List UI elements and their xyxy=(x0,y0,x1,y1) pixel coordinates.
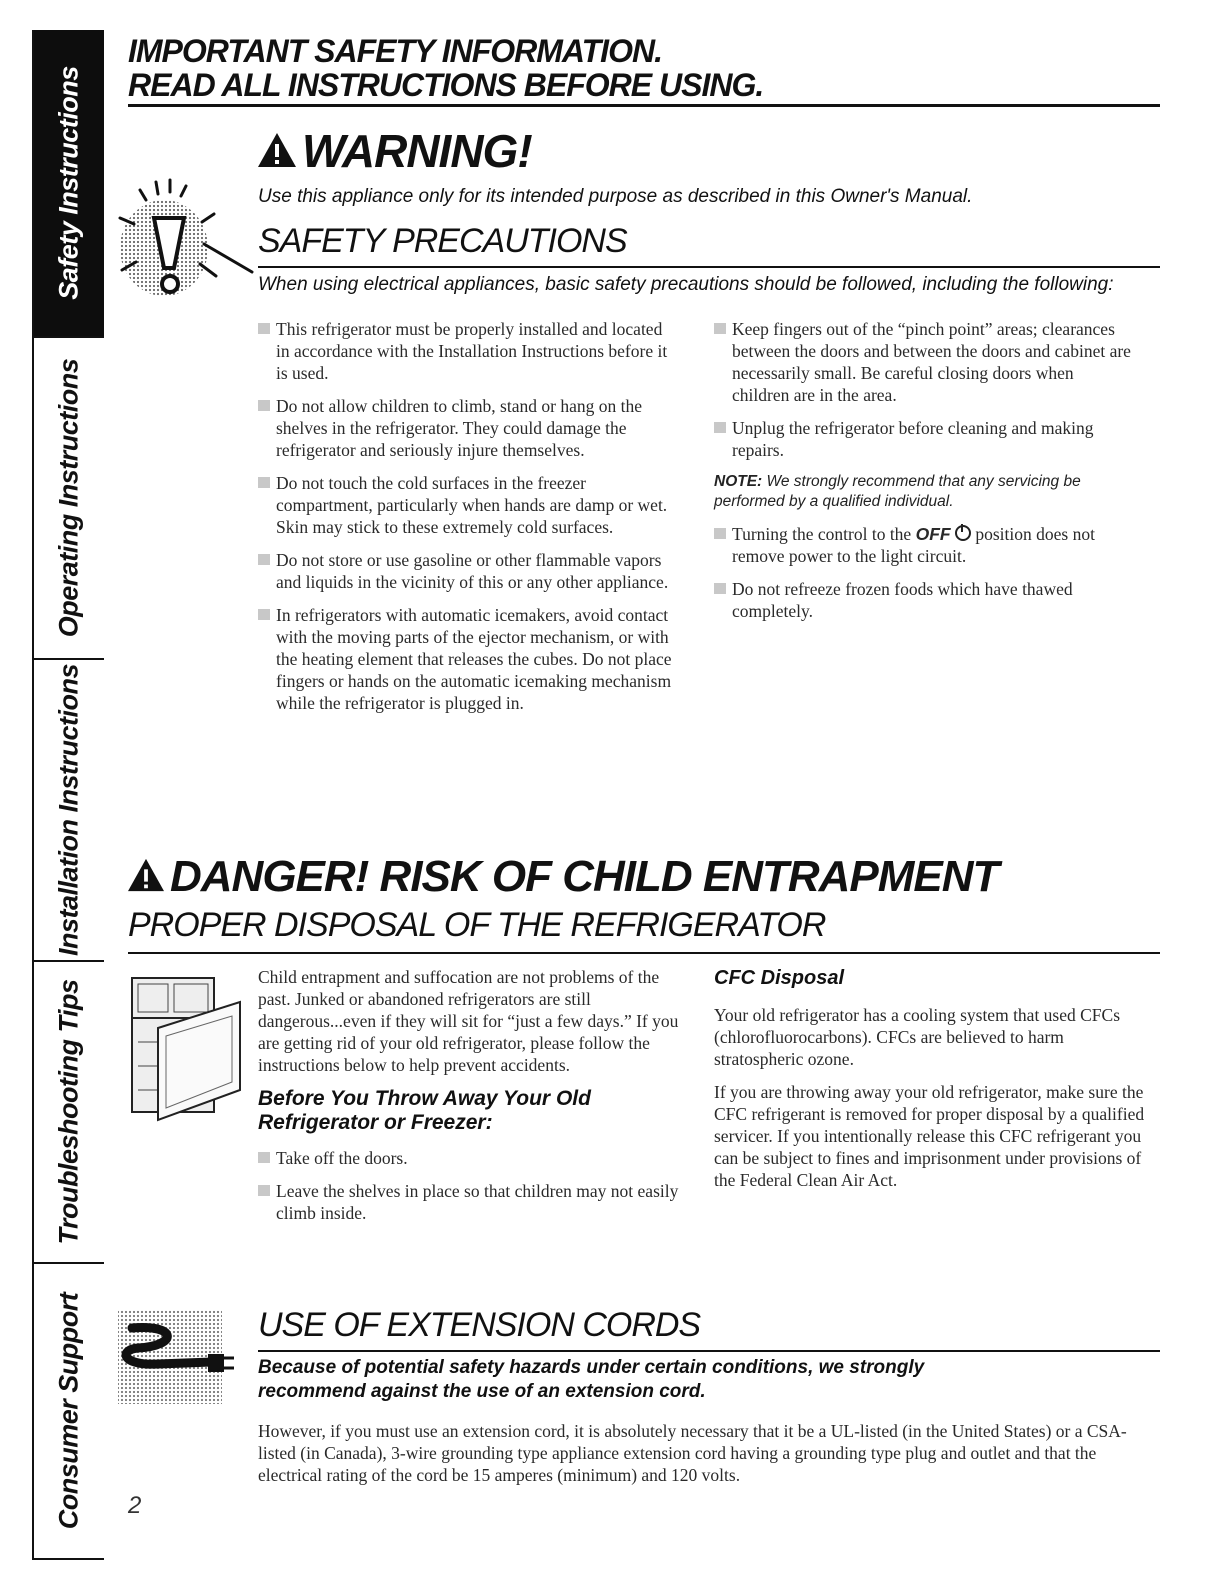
note-label: NOTE: xyxy=(714,473,763,490)
tab-installation-instructions[interactable] xyxy=(34,660,104,962)
header-rule xyxy=(128,104,1160,107)
warning-triangle-icon xyxy=(256,131,298,169)
tab-troubleshooting-tips[interactable] xyxy=(34,962,104,1264)
header-line-2: READ ALL INSTRUCTIONS BEFORE USING. xyxy=(128,67,764,103)
precautions-left-column xyxy=(258,318,678,725)
list-item xyxy=(714,578,1134,622)
list-item xyxy=(714,417,1134,461)
exclamation-alert-icon xyxy=(104,160,254,300)
tab-label: Consumer Support xyxy=(53,1292,84,1530)
precautions-right-column xyxy=(714,318,1134,633)
cfc-paragraph-2: If you are throwing away your old refrigerator, make sure the CFC refrigerant is removed for proper disposal by a qualified servicer. If you intentionally release this CFC refrigerant you can be subject to fines and imprisonment under provisions of the Federal Clean Air Act. xyxy=(714,1082,1145,1190)
off-control-text-post: position does not remove power to the light circuit. xyxy=(732,524,1095,566)
disposal-rule xyxy=(128,952,1160,954)
list-item-text: Leave the shelves in place so that children may not easily climb inside. xyxy=(276,1181,679,1223)
warning-intro: Use this appliance only for its intended purpose as described in this Owner's Manual. xyxy=(258,186,973,207)
danger-title: DANGER! RISK OF CHILD ENTRAPMENT xyxy=(170,852,999,901)
warning-heading xyxy=(256,124,532,178)
list-item xyxy=(714,523,1134,567)
cfc-heading: CFC Disposal xyxy=(714,967,845,989)
precautions-lead: When using electrical appliances, basic safety precautions should be followed, including the following: xyxy=(258,274,1114,295)
list-item-text: In refrigerators with automatic icemakers, avoid contact with the moving parts of the ejector mechanism, or with the heating element that releases the cubes. Do not place fingers or hands on the automatic icemaking mechanism while the refrigerator is plugged in. xyxy=(276,605,672,713)
list-item xyxy=(258,395,678,461)
list-item xyxy=(258,604,678,714)
before-throw-away-heading: Before You Throw Away Your Old Refrigerator or Freezer: xyxy=(258,1087,591,1134)
warning-title: WARNING! xyxy=(302,125,532,177)
power-icon xyxy=(955,525,971,541)
note-text: We strongly recommend that any servicing be performed by a qualified individual. xyxy=(714,473,1081,510)
extension-cord-icon xyxy=(108,1302,248,1412)
list-item-text: Do not refreeze frozen foods which have thawed completely. xyxy=(732,579,1073,621)
list-item xyxy=(258,318,678,384)
tab-label: Installation Instructions xyxy=(53,663,84,957)
list-item-text: Unplug the refrigerator before cleaning and making repairs. xyxy=(732,418,1094,460)
refrigerator-doors-off-illustration xyxy=(128,972,248,1122)
list-item xyxy=(258,1147,688,1169)
extension-cords-lead: Because of potential safety hazards under certain conditions, we strongly recommend against the use of an extension cord. xyxy=(258,1357,925,1402)
tab-label: Safety Instructions xyxy=(53,66,84,300)
disposal-subtitle: PROPER DISPOSAL OF THE REFRIGERATOR xyxy=(128,906,826,944)
tab-safety-instructions[interactable] xyxy=(34,30,104,338)
danger-triangle-icon xyxy=(126,857,166,893)
cfc-paragraph-1: Your old refrigerator has a cooling system that used CFCs (chlorofluorocarbons). CFCs are believed to harm stratospheric ozone. xyxy=(714,1005,1121,1069)
tab-operating-instructions[interactable] xyxy=(34,338,104,660)
header-line-1: IMPORTANT SAFETY INFORMATION. xyxy=(128,33,662,69)
tab-consumer-support[interactable] xyxy=(34,1264,104,1558)
tab-label: Operating Instructions xyxy=(53,358,84,638)
list-item xyxy=(258,472,678,538)
tab-label: Troubleshooting Tips xyxy=(53,979,84,1245)
danger-heading xyxy=(126,852,998,902)
list-item xyxy=(258,1180,688,1224)
extension-cords-body: However, if you must use an extension cord, it is absolutely necessary that it be a UL-listed (in the United States) or a CSA-listed (in Canada), 3-wire grounding type appliance extension cord having a grounding type plug and outlet and that the electrical rating of the cord be 15 amperes (minimum) and 120 volts. xyxy=(258,1421,1127,1485)
section-tabs xyxy=(32,30,104,1560)
off-label: OFF xyxy=(915,524,951,544)
servicing-note xyxy=(714,472,1134,512)
page-number: 2 xyxy=(128,1492,142,1519)
list-item-text: Take off the doors. xyxy=(276,1148,408,1168)
disposal-right-column xyxy=(714,966,1146,1202)
list-item-text: Do not allow children to climb, stand or hang on the shelves in the refrigerator. They could damage the refrigerator and seriously injure themselves. xyxy=(276,396,642,460)
extension-cords-title: USE OF EXTENSION CORDS xyxy=(258,1306,701,1344)
extension-cords-rule xyxy=(258,1350,1160,1352)
list-item-text: Do not touch the cold surfaces in the freezer compartment, particularly when hands are damp or wet. Skin may stick to these extremely cold surfaces. xyxy=(276,473,668,537)
list-item-text: Do not store or use gasoline or other flammable vapors and liquids in the vicinity of this or any other appliance. xyxy=(276,550,669,592)
list-item-text: This refrigerator must be properly installed and located in accordance with the Installation Instructions before it is used. xyxy=(276,319,668,383)
precautions-rule xyxy=(258,266,1160,268)
off-control-text-pre: Turning the control to the xyxy=(732,524,912,544)
disposal-left-column xyxy=(258,966,688,1235)
list-item xyxy=(714,318,1134,406)
precautions-title: SAFETY PRECAUTIONS xyxy=(258,222,627,260)
list-item xyxy=(258,549,678,593)
entrapment-intro: Child entrapment and suffocation are not problems of the past. Junked or abandoned refrigerators are still dangerous...even if they will sit for “just a few days.” If you are getting rid of your old refrigerator, please follow the instructions below to help prevent accidents. xyxy=(258,967,679,1075)
list-item-text: Keep fingers out of the “pinch point” areas; clearances between the doors and between the doors and cabinet are necessarily small. Be careful closing doors when children are in the area. xyxy=(732,319,1131,405)
